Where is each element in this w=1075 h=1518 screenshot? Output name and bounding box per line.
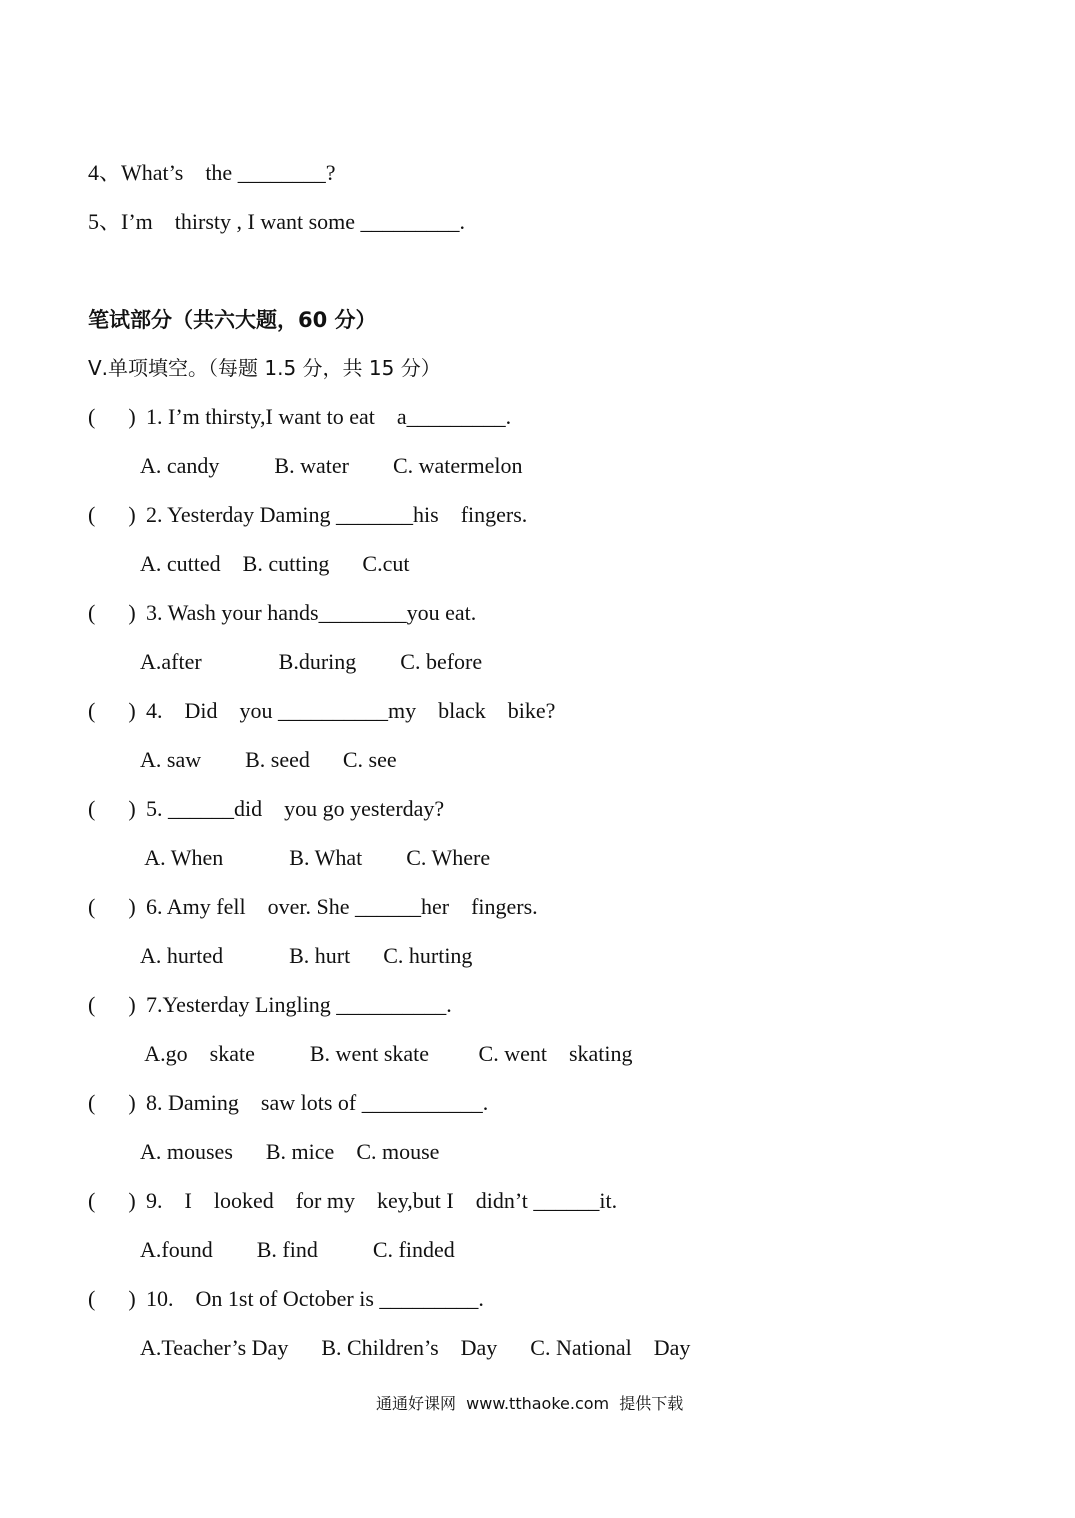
question-5-options: A. When B. What C. Where xyxy=(140,845,491,870)
answer-blank[interactable]: ( ) xyxy=(88,600,136,625)
question-6-options: A. hurted B. hurt C. hurting xyxy=(140,943,473,968)
question-stem: 3. Wash your hands________you eat. xyxy=(146,600,477,625)
question-4-options: A. saw B. seed C. see xyxy=(140,747,397,772)
question-6 xyxy=(88,893,538,921)
question-stem: 5. ______did you go yesterday? xyxy=(146,796,445,821)
written-section-heading: 笔试部分（共六大题，60 分） xyxy=(88,308,377,332)
listening-q4: 4、What’s the ________? xyxy=(88,160,336,185)
question-3-options: A.after B.during C. before xyxy=(140,649,483,674)
answer-blank[interactable]: ( ) xyxy=(88,992,136,1017)
question-4 xyxy=(88,697,555,725)
answer-blank[interactable]: ( ) xyxy=(88,404,136,429)
question-stem: 7.Yesterday Lingling __________. xyxy=(146,992,452,1017)
question-8 xyxy=(88,1089,488,1117)
footer-credit: 通通好课网 www.tthaoke.com 提供下载 xyxy=(376,1394,684,1413)
question-1 xyxy=(88,403,511,431)
answer-blank[interactable]: ( ) xyxy=(88,796,136,821)
section-v-title: Ⅴ.单项填空。（每题 1.5 分，共 15 分） xyxy=(88,356,441,380)
question-5 xyxy=(88,795,444,823)
question-10 xyxy=(88,1285,484,1313)
question-stem: 10. On 1st of October is _________. xyxy=(146,1286,484,1311)
listening-q5: 5、I’m thirsty , I want some _________. xyxy=(88,209,466,234)
question-9-options: A.found B. find C. finded xyxy=(140,1237,455,1262)
question-stem: 1. I’m thirsty,I want to eat a_________. xyxy=(146,404,512,429)
question-stem: 2. Yesterday Daming _______his fingers. xyxy=(146,502,528,527)
question-stem: 4. Did you __________my black bike? xyxy=(146,698,556,723)
question-2-options: A. cutted B. cutting C.cut xyxy=(140,551,410,576)
question-7-options: A.go skate B. went skate C. went skating xyxy=(140,1041,633,1066)
answer-blank[interactable]: ( ) xyxy=(88,894,136,919)
question-10-options: A.Teacher’s Day B. Children’s Day C. National Day xyxy=(140,1335,691,1360)
answer-blank[interactable]: ( ) xyxy=(88,1286,136,1311)
question-9 xyxy=(88,1187,617,1215)
question-7 xyxy=(88,991,452,1019)
question-stem: 8. Daming saw lots of ___________. xyxy=(146,1090,489,1115)
question-3 xyxy=(88,599,476,627)
answer-blank[interactable]: ( ) xyxy=(88,1188,136,1213)
answer-blank[interactable]: ( ) xyxy=(88,698,136,723)
question-8-options: A. mouses B. mice C. mouse xyxy=(140,1139,440,1164)
question-stem: 9. I looked for my key,but I didn’t ______it. xyxy=(146,1188,618,1213)
answer-blank[interactable]: ( ) xyxy=(88,502,136,527)
question-stem: 6. Amy fell over. She ______her fingers. xyxy=(146,894,538,919)
answer-blank[interactable]: ( ) xyxy=(88,1090,136,1115)
question-2 xyxy=(88,501,527,529)
question-1-options: A. candy B. water C. watermelon xyxy=(140,453,523,478)
